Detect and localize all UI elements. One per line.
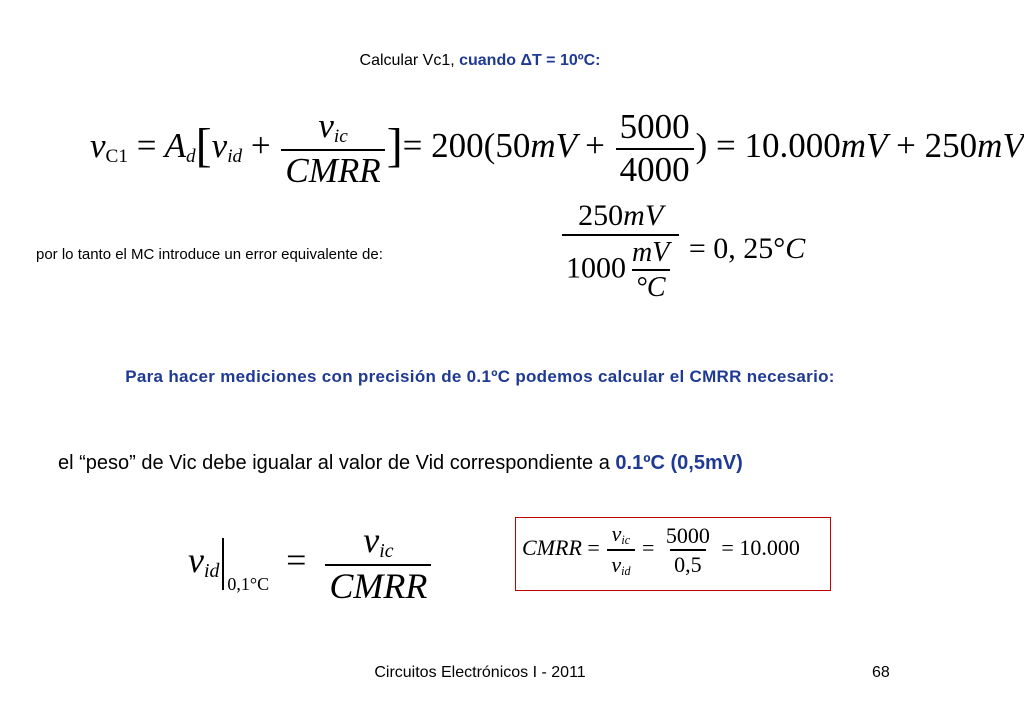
eq1-vid: $v_{id}$ [211,125,243,167]
eq1-lhs: $v_{C1}$ [90,125,129,167]
page-number: 68 [872,664,890,681]
eq1-ad: $A_d$ [164,125,196,167]
precision-text: Para hacer mediciones con precisión de 0.1ºC podemos calcular el CMRR necesario: [125,367,835,386]
equation-vc1: $v_{C1} = A_d[v_{id}$ + $\frac{v_{ic}}{\text{CMRR}}$ ]= 200(50mV + $\frac{5000}{4000}$ ) = 10.000mV + 250mV [90,106,1024,191]
eq1-frac-vic-cmrr: $\frac{v_{ic}}{\text{CMRR}}$ [281,108,384,190]
eq3-frac: $\frac{v_{ic}}{\text{CMRR}}$ [325,522,431,606]
equation-vid-condition: $v_{id0,1^\circ C}$ = $\frac{v_{ic}}{\text{CMRR}}$ [188,522,433,606]
footer-title: Circuitos Electrónicos I - 2011 [374,664,586,681]
slide-title [0,52,960,70]
peso-text [58,452,743,475]
eq4-frac-v: $\frac{v_{ic}}{v_{id}}$ [607,522,634,577]
eq3-vid: $v_{id}$ [188,540,220,582]
title-highlight: cuando ΔT = 10ºC: [459,52,601,69]
peso-text-highlight: 0.1ºC (0,5mV) [615,452,743,474]
eq2-frac: 250mV 1000 $\frac{mV}{^\circ C}$ [562,200,679,302]
eq1-frac-5000-4000: $\frac{5000}{4000}$ [616,109,694,189]
error-text: por lo tanto el MC introduce un error equivalente de: [36,246,383,263]
eq4-frac-num: $\frac{5000}{0,5}$ [665,522,710,577]
equation-error: 250mV 1000 $\frac{mV}{^\circ C}$ = 0, 25°C [560,200,805,302]
title-prefix: Calcular Vc1, [359,52,460,69]
eq3-eval-bar [222,538,224,590]
peso-text-main: el “peso” de Vic debe igualar al valor de Vid correspondiente a [58,452,616,474]
equation-cmrr: CMRR = $\frac{v_{ic}}{v_{id}}$ = $\frac{5000}{0,5}$ = 10.000 [522,521,800,578]
